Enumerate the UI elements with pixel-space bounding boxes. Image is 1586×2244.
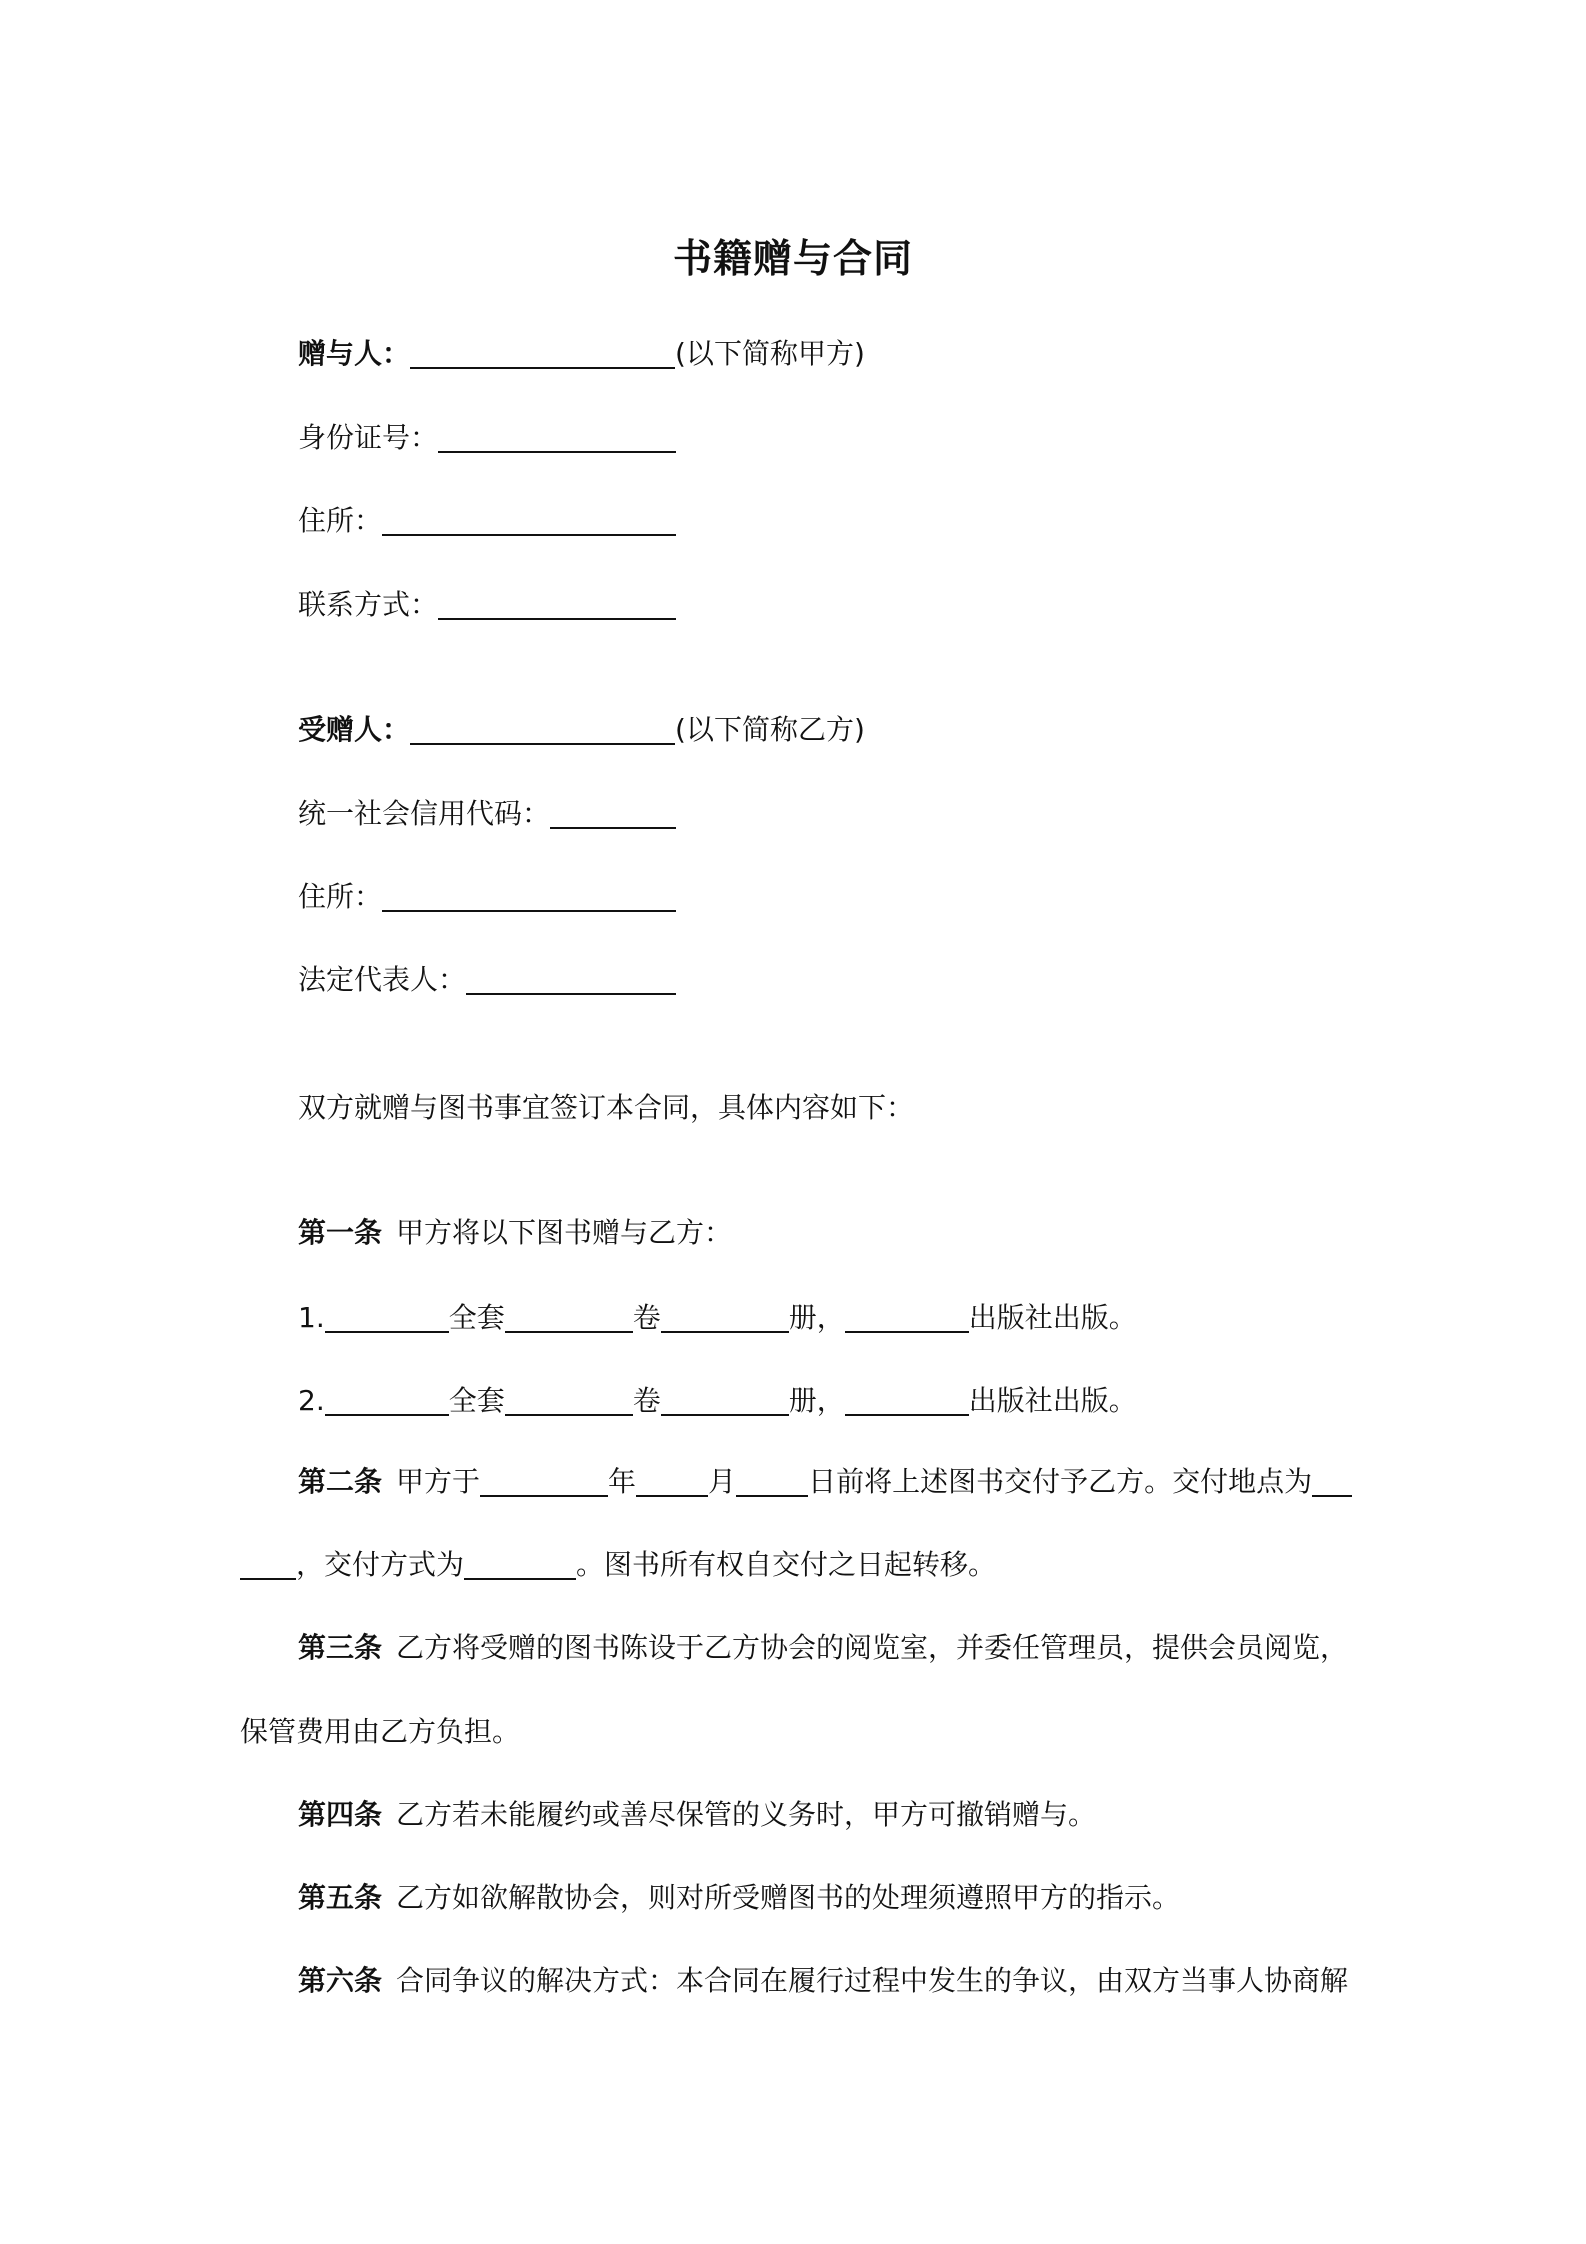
donee-credit-code-blank[interactable] bbox=[550, 797, 676, 829]
article-1 bbox=[298, 1213, 732, 1253]
book-title-blank[interactable] bbox=[325, 1384, 449, 1416]
book-item-number: 1. bbox=[298, 1301, 325, 1334]
donee-legal-rep-blank[interactable] bbox=[466, 963, 676, 995]
donor-name-blank[interactable] bbox=[410, 337, 675, 369]
article-2-text-a: 甲方于 bbox=[396, 1465, 481, 1498]
article-5 bbox=[298, 1878, 1180, 1918]
book-copies-label: 册， bbox=[788, 1384, 845, 1417]
donee-line bbox=[298, 710, 865, 750]
book-copies-label: 册， bbox=[788, 1301, 845, 1334]
book-volume-label: 卷 bbox=[632, 1384, 661, 1417]
donee-label: 受赠人： bbox=[298, 713, 411, 746]
donee-credit-code-line bbox=[298, 794, 676, 834]
month-label: 月 bbox=[708, 1465, 737, 1498]
donor-contact-blank[interactable] bbox=[438, 588, 676, 620]
article-3-heading: 第三条 bbox=[298, 1631, 383, 1664]
donee-legal-rep-label: 法定代表人： bbox=[298, 963, 467, 996]
article-2-continued bbox=[240, 1545, 996, 1585]
donor-id-line bbox=[298, 418, 676, 458]
book-volume-label: 卷 bbox=[632, 1301, 661, 1334]
donor-contact-line bbox=[298, 585, 676, 625]
delivery-place-blank-cont[interactable] bbox=[240, 1548, 296, 1580]
article-6 bbox=[298, 1961, 1348, 2001]
article-4-heading: 第四条 bbox=[298, 1798, 383, 1831]
donor-address-line bbox=[298, 501, 676, 541]
donee-legal-rep-line bbox=[298, 960, 676, 1000]
article-6-heading: 第六条 bbox=[298, 1964, 383, 1997]
book-set-label: 全套 bbox=[448, 1301, 505, 1334]
delivery-day-blank[interactable] bbox=[736, 1465, 808, 1497]
book-title-blank[interactable] bbox=[325, 1301, 449, 1333]
donor-address-blank[interactable] bbox=[382, 504, 676, 536]
article-2-text-b: 日前将上述图书交付予乙方。交付地点为 bbox=[808, 1465, 1313, 1498]
article-2-heading: 第二条 bbox=[298, 1465, 383, 1498]
donor-id-label: 身份证号： bbox=[298, 421, 439, 454]
book-publisher-blank[interactable] bbox=[845, 1301, 969, 1333]
delivery-month-blank[interactable] bbox=[636, 1465, 708, 1497]
article-5-text: 乙方如欲解散协会，则对所受赠图书的处理须遵照甲方的指示。 bbox=[396, 1881, 1181, 1914]
article-1-heading: 第一条 bbox=[298, 1216, 383, 1249]
donee-alias: (以下简称乙方) bbox=[675, 713, 865, 746]
donor-label: 赠与人： bbox=[298, 337, 411, 370]
donee-address-label: 住所： bbox=[298, 880, 383, 913]
book-copies-blank[interactable] bbox=[661, 1301, 789, 1333]
article-2-text-c: ，交付方式为 bbox=[296, 1548, 465, 1581]
article-5-heading: 第五条 bbox=[298, 1881, 383, 1914]
donee-address-line bbox=[298, 877, 676, 917]
article-2-text-d: 。图书所有权自交付之日起转移。 bbox=[576, 1548, 997, 1581]
article-1-text: 甲方将以下图书赠与乙方： bbox=[396, 1216, 733, 1249]
article-3-continued: 保管费用由乙方负担。 bbox=[240, 1715, 521, 1748]
donor-line bbox=[298, 334, 865, 374]
delivery-year-blank[interactable] bbox=[480, 1465, 608, 1497]
delivery-place-blank[interactable] bbox=[1312, 1465, 1352, 1497]
book-set-label: 全套 bbox=[448, 1384, 505, 1417]
article-3-text-a: 乙方将受赠的图书陈设于乙方协会的阅览室，并委任管理员，提供会员阅览， bbox=[396, 1631, 1349, 1664]
donee-credit-code-label: 统一社会信用代码： bbox=[298, 797, 551, 830]
book-item-1 bbox=[298, 1298, 1137, 1338]
book-item-number: 2. bbox=[298, 1384, 325, 1417]
book-volume-blank[interactable] bbox=[505, 1301, 633, 1333]
article-4-text: 乙方若未能履约或善尽保管的义务时，甲方可撤销赠与。 bbox=[396, 1798, 1097, 1831]
article-2 bbox=[298, 1462, 1352, 1502]
donee-address-blank[interactable] bbox=[382, 880, 676, 912]
article-3 bbox=[298, 1628, 1348, 1668]
book-publisher-label: 出版社出版。 bbox=[968, 1301, 1137, 1334]
book-volume-blank[interactable] bbox=[505, 1384, 633, 1416]
delivery-method-blank[interactable] bbox=[464, 1548, 576, 1580]
document-title: 书籍赠与合同 bbox=[672, 237, 913, 282]
intro-paragraph: 双方就赠与图书事宜签订本合同，具体内容如下： bbox=[298, 1091, 915, 1124]
book-copies-blank[interactable] bbox=[661, 1384, 789, 1416]
donor-contact-label: 联系方式： bbox=[298, 588, 439, 621]
article-6-text: 合同争议的解决方式：本合同在履行过程中发生的争议，由双方当事人协商解 bbox=[396, 1964, 1349, 1997]
book-publisher-label: 出版社出版。 bbox=[968, 1384, 1137, 1417]
year-label: 年 bbox=[608, 1465, 637, 1498]
donee-name-blank[interactable] bbox=[410, 713, 675, 745]
article-4 bbox=[298, 1795, 1096, 1835]
book-item-2 bbox=[298, 1381, 1137, 1421]
book-publisher-blank[interactable] bbox=[845, 1384, 969, 1416]
donor-id-blank[interactable] bbox=[438, 421, 676, 453]
donor-alias: (以下简称甲方) bbox=[675, 337, 865, 370]
donor-address-label: 住所： bbox=[298, 504, 383, 537]
